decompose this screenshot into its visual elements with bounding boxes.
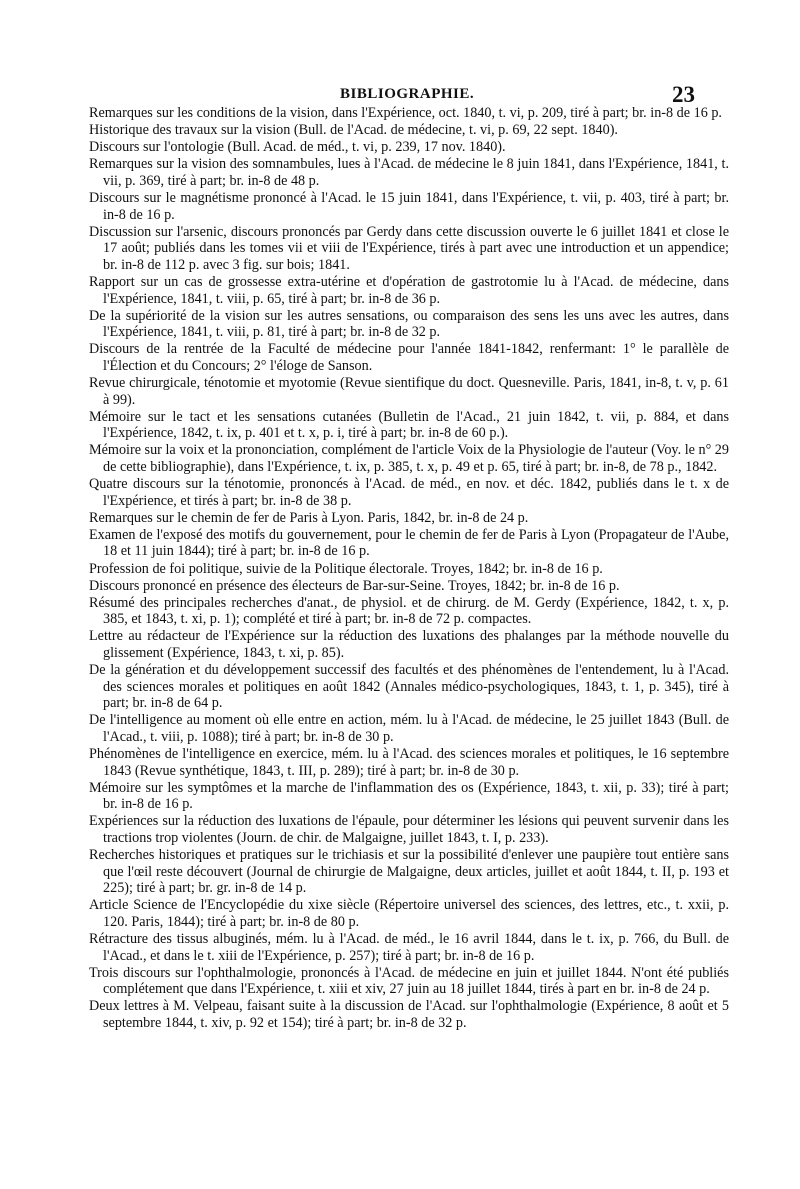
entry-text: Deux lettres à M. Velpeau, faisant suite à la discussion de l'Acad. sur l'ophthalmologie (Expérience, 8 août et 5 septembre 1844, t. xiv, p. 92 et 154); tiré à part; br. in-8 de 32 p. [89, 998, 729, 1032]
bibliography-entry [89, 224, 729, 274]
bibliography-entry [89, 595, 729, 628]
entry-text: Rapport sur un cas de grossesse extra-utérine et d'opération de gastrotomie lu à l'Acad. de médecine, dans l'Expérience, 1841, t. viii, p. 65, tiré à part; br. in-8 de 36 p. [89, 273, 729, 307]
bibliography-entry [89, 442, 729, 475]
entry-text: Remarques sur les conditions de la vision, dans l'Expérience, oct. 1840, t. vi, p. 209, tiré à part; br. in-8 de 16 p. [89, 105, 722, 121]
entry-text: Expériences sur la réduction des luxations de l'épaule, pour déterminer les lésions qui peuvent survenir dans les tractions trop violentes (Journ. de chir. de Malgaigne, juillet 1843, t. I, p. 233). [89, 813, 729, 847]
bibliography-entry [89, 308, 729, 341]
bibliography-entry [89, 847, 729, 897]
bibliography-entry [89, 476, 729, 509]
entry-text: Remarques sur la vision des somnambules, lues à l'Acad. de médecine le 8 juin 1841, dans l'Expérience, 1841, t. vii, p. 369, tiré à part; br. in-8 de 48 p. [89, 156, 729, 189]
entry-text: Discours sur l'ontologie (Bull. Acad. de méd., t. vi, p. 239, 17 nov. 1840). [89, 139, 506, 156]
entry-text: Discours sur le magnétisme prononcé à l'Acad. le 15 juin 1841, dans l'Expérience, t. vii, p. 403, tiré à part; br. in-8 de 16 p. [89, 189, 729, 223]
running-title: BIBLIOGRAPHIE. [340, 86, 475, 102]
entry-text: Remarques sur le chemin de fer de Paris à Lyon. Paris, 1842, br. in-8 de 24 p. [89, 509, 529, 526]
entry-text: Quatre discours sur la ténotomie, prononcés à l'Acad. de méd., en nov. et déc. 1842, publiés dans le t. x de l'Expérience, et tirés à part; br. in-8 de 38 p. [89, 476, 729, 509]
entry-text: Discours prononcé en présence des électeurs de Bar-sur-Seine. Troyes, 1842; br. in-8 de 16 p. [89, 577, 620, 594]
entry-text: Lettre au rédacteur de l'Expérience sur la réduction des luxations des phalanges par la méthode nouvelle du glissement (Expérience, 1843, t. xi, p. 85). [89, 628, 729, 661]
entry-text: Profession de foi politique, suivie de la Politique électorale. Troyes, 1842; br. in-8 de 16 p. [89, 560, 603, 577]
entry-text: Trois discours sur l'ophthalmologie, prononcés à l'Acad. de médecine en juin et juillet 1844. N'ont été publiés complétement que dans l'Expérience, t. xiii et xiv, 27 juin au 18 juillet 1844, tirés à part en br. in-8 de 24 p. [89, 964, 729, 998]
bibliography-entry [89, 190, 729, 223]
entry-text: Phénomènes de l'intelligence en exercice, mém. lu à l'Acad. des sciences morales et politiques, le 16 septembre 1843 (Revue synthétique, 1843, t. III, p. 289); tiré à part; br. in-8 de 30 p. [89, 746, 729, 779]
entry-text: Mémoire sur la voix et la prononciation, complément de l'article Voix de la Physiologie de l'auteur (Voy. le n° 29 de cette bibliographie), dans l'Expérience, t. ix, p. 385, t. x, p. 49 et p. 65, tiré à part; br. in-8, de 78 p., 1842. [89, 442, 729, 475]
bibliography-entry [89, 813, 729, 846]
entry-text: Recherches historiques et pratiques sur le trichiasis et sur la possibilité d'enlever une paupière tout entière sans que l'œil reste découvert (Journal de chirurgie de Malgaigne, deux articles, juillet et août 1844, t. II, p. 193 et 225); tiré à part; br. gr. in-8 de 14 p. [89, 847, 729, 897]
bibliography-entry [89, 139, 729, 156]
entry-text: Revue chirurgicale, ténotomie et myotomie (Revue sientifique du doct. Quesneville. Paris, 1841, in-8, t. v, p. 61 à 99). [89, 375, 729, 408]
bibliography-entry [89, 746, 729, 779]
bibliography-entry [89, 105, 729, 122]
bibliography-entry [89, 628, 729, 661]
bibliography-entry [89, 122, 729, 139]
entry-text: Historique des travaux sur la vision (Bull. de l'Acad. de médecine, t. vi, p. 69, 22 sept. 1840). [89, 122, 618, 139]
bibliography-entry [89, 156, 729, 189]
bibliography-entry [89, 931, 729, 964]
entry-text: Mémoire sur le tact et les sensations cutanées (Bulletin de l'Acad., 21 juin 1842, t. vii, p. 884, et dans l'Expérience, 1842, t. ix, p. 401 et t. x, p. i, tiré à part; br. in-8 de 60 p.). [89, 408, 729, 442]
bibliography-entry [89, 274, 729, 307]
bibliography-entry [89, 561, 729, 578]
bibliography-entry [89, 662, 729, 712]
bibliography-entry [89, 375, 729, 408]
bibliography-entry [89, 578, 729, 595]
entry-text: De la génération et du développement successif des facultés et des phénomènes de l'entendement, lu à l'Acad. des sciences morales et politiques en août 1842 (Annales médico-psychologiques, 1843, t. 1, p. 345), tiré à part; br. in-8 de 64 p. [89, 662, 729, 712]
bibliography-entry [89, 527, 729, 560]
bibliography-entry [89, 409, 729, 442]
bibliography-entry [89, 897, 729, 930]
page-number: 23 [672, 82, 695, 107]
entry-text: Mémoire sur les symptômes et la marche de l'inflammation des os (Expérience, 1843, t. xii, p. 33); tiré à part; br. in-8 de 16 p. [89, 779, 729, 813]
bibliography-entry [89, 341, 729, 374]
bibliography-entry [89, 998, 729, 1031]
bibliography-entry [89, 510, 729, 527]
entry-text: De la supériorité de la vision sur les autres sensations, ou comparaison des sens les uns avec les autres, dans l'Expérience, 1841, t. viii, p. 81, tiré à part; br. in-8 de 32 p. [89, 307, 729, 341]
entry-text: Article Science de l'Encyclopédie du xixe siècle (Répertoire universel des sciences, des lettres, etc., t. xxii, p. 120. Paris, 1844); tiré à part; br. in-8 de 80 p. [89, 897, 729, 930]
entry-text: Examen de l'exposé des motifs du gouvernement, pour le chemin de fer de Paris à Lyon (Propagateur de l'Aube, 18 et 11 juin 1844); tiré à part; br. in-8 de 16 p. [89, 526, 729, 560]
entry-text: Résumé des principales recherches d'anat., de physiol. et de chirurg. de M. Gerdy (Expérience, 1842, t. x, p. 385, et 1843, t. xi, p. 1); complété et tiré à part; br. in-8 de 72 p. compactes. [89, 594, 729, 628]
entry-text: Discours de la rentrée de la Faculté de médecine pour l'année 1841-1842, renfermant: 1° le parallèle de l'Élection et du Concours; 2° l'éloge de Sanson. [89, 341, 729, 374]
bibliography-entry [89, 965, 729, 998]
bibliography-list [89, 105, 729, 1032]
bibliography-entry [89, 712, 729, 745]
entry-text: De l'intelligence au moment où elle entre en action, mém. lu à l'Acad. de médecine, le 25 juillet 1843 (Bull. de l'Acad., t. viii, p. 1088); tiré à part; br. in-8 de 30 p. [89, 712, 729, 745]
entry-text: Discussion sur l'arsenic, discours prononcés par Gerdy dans cette discussion ouverte le 6 juillet 1841 et close le 17 août; publiés dans les tomes vii et viii de l'Expérience, tirés à part avec une introduction et un appendice; br. in-8 de 112 p. avec 3 fig. sur bois; 1841. [89, 223, 729, 273]
bibliography-entry [89, 780, 729, 813]
entry-text: Rétracture des tissus albuginés, mém. lu à l'Acad. de méd., le 16 avril 1844, dans le t. ix, p. 766, du Bull. de l'Acad., et dans le t. xiii de l'Expérience, p. 257); tiré à part; br. in-8 de 16 p. [89, 931, 729, 964]
